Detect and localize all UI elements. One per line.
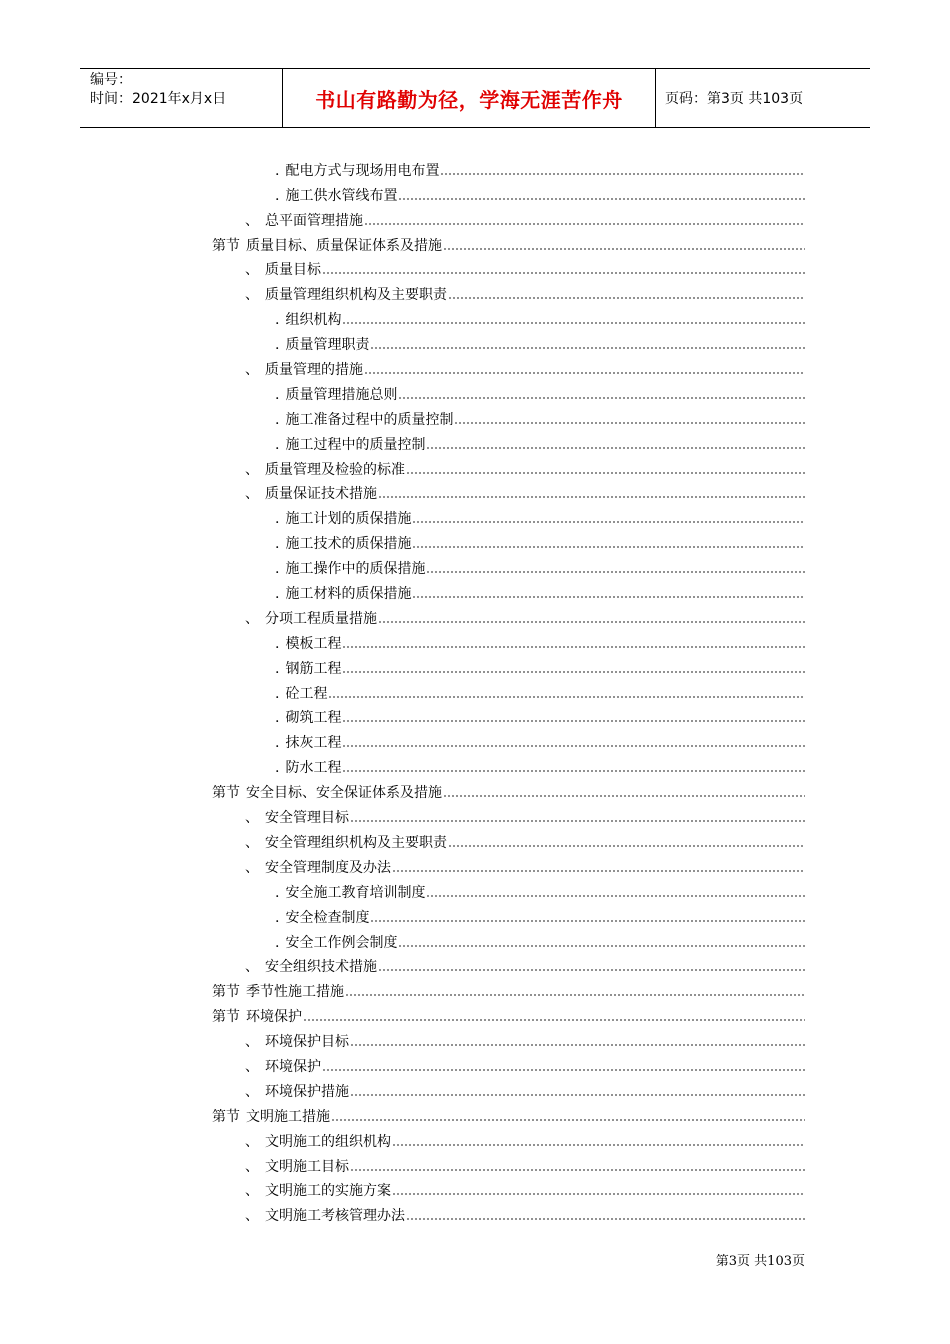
toc-entry-title [212,1108,330,1126]
toc-entry [0,379,950,404]
toc-entry-title [275,734,341,752]
table-of-contents [0,155,950,1225]
toc-dot-leader [398,197,805,201]
toc-entry-text: 施工材料的质保措施 [285,586,412,603]
toc-entry-text: 环境保护措施 [265,1083,349,1100]
toc-entry-prefix: 第节 [212,1108,240,1125]
toc-entry-prefix: . [275,760,280,777]
toc-entry [0,703,950,728]
toc-entry [0,205,950,230]
toc-dot-leader [350,1168,805,1172]
toc-entry-text: 质量管理的措施 [265,362,363,379]
toc-entry-title [245,1158,349,1176]
toc-dot-leader [322,271,805,275]
toc-entry-prefix: . [275,511,280,528]
toc-entry-prefix: . [275,312,280,329]
toc-entry-text: 季节性施工措施 [246,984,344,1001]
toc-dot-leader [454,421,805,425]
toc-entry-prefix: . [275,660,280,677]
toc-entry [0,503,950,528]
toc-entry-prefix: . [275,187,280,204]
toc-entry-text: 安全组织技术措施 [265,959,377,976]
toc-entry-prefix: . [275,710,280,727]
toc-entry-text: 文明施工的组织机构 [265,1133,391,1150]
toc-entry-prefix: 、 [245,859,259,876]
toc-entry [0,1076,950,1101]
toc-entry [0,902,950,927]
toc-entry-prefix: . [275,635,280,652]
toc-dot-leader [448,844,805,848]
toc-entry-prefix: . [275,162,280,179]
toc-entry-title [275,709,341,727]
toc-dot-leader [303,1018,805,1022]
toc-entry-text: 安全管理目标 [265,810,349,827]
toc-entry-prefix: 、 [245,959,259,976]
toc-entry-text: 施工技术的质保措施 [285,536,412,553]
toc-dot-leader [342,719,805,723]
toc-entry-title [275,585,411,603]
toc-entry-prefix: 、 [245,610,259,627]
toc-dot-leader [370,346,805,350]
toc-entry-prefix: . [275,735,280,752]
toc-entry-prefix: 、 [245,1208,259,1225]
toc-dot-leader [412,545,805,549]
toc-entry-text: 质量管理组织机构及主要职责 [265,287,447,304]
header-page-number: 页码：第3页 共103页 [665,91,804,107]
toc-entry [0,1176,950,1201]
toc-entry-title [212,237,442,255]
toc-entry [0,976,950,1001]
toc-entry [0,1101,950,1126]
toc-entry-prefix: . [275,536,280,553]
toc-dot-leader [440,172,805,176]
toc-entry-title [275,510,411,528]
toc-entry-text: 文明施工目标 [265,1158,349,1175]
toc-dot-leader [342,321,805,325]
toc-entry-title [275,660,341,678]
toc-entry-text: 环境保护 [265,1058,321,1075]
toc-dot-leader [342,645,805,649]
toc-entry-text: 砌筑工程 [285,710,342,727]
toc-entry-prefix: 、 [245,461,259,478]
toc-entry-title [245,809,349,827]
toc-dot-leader [406,471,805,475]
toc-entry [0,578,950,603]
toc-dot-leader [350,1043,805,1047]
toc-entry-prefix: 、 [245,1158,259,1175]
toc-dot-leader [392,1143,805,1147]
toc-dot-leader [412,595,805,599]
toc-entry [0,304,950,329]
toc-dot-leader [364,371,805,375]
toc-entry-title [275,934,397,952]
toc-entry [0,802,950,827]
toc-entry-prefix: 、 [245,486,259,503]
toc-entry-text: 安全目标、安全保证体系及措施 [246,785,442,802]
toc-entry [0,553,950,578]
toc-entry-title [275,909,369,927]
toc-entry-text: 质量目标、质量保证体系及措施 [246,237,442,254]
toc-entry-text: 质量目标 [265,262,321,279]
toc-entry-title [275,336,369,354]
toc-dot-leader [331,1118,805,1122]
toc-entry-title [212,983,344,1001]
toc-entry [0,678,950,703]
toc-dot-leader [378,495,805,499]
toc-entry-prefix: 、 [245,262,259,279]
toc-entry [0,180,950,205]
toc-entry-title [245,834,447,852]
toc-entry-text: 文明施工考核管理办法 [265,1208,405,1225]
toc-entry [0,952,950,977]
document-number-label: 编号： [90,72,132,88]
toc-entry-text: 质量管理职责 [285,337,370,354]
toc-entry-title [245,286,447,304]
toc-entry-title [212,1008,302,1026]
toc-entry-text: 安全工作例会制度 [285,934,398,951]
toc-entry-prefix: 、 [245,362,259,379]
toc-entry [0,1126,950,1151]
toc-entry-prefix: . [275,436,280,453]
toc-entry-prefix: . [275,411,280,428]
toc-dot-leader [443,794,805,798]
toc-dot-leader [392,869,805,873]
toc-entry [0,329,950,354]
toc-entry-title [245,485,377,503]
toc-dot-leader [426,570,805,574]
toc-entry [0,354,950,379]
toc-entry-title [245,1058,321,1076]
toc-dot-leader [370,919,805,923]
toc-entry-prefix: . [275,561,280,578]
toc-dot-leader [345,993,805,997]
toc-entry-title [275,759,341,777]
toc-dot-leader [378,620,805,624]
toc-entry [0,653,950,678]
toc-entry-text: 钢筋工程 [285,660,342,677]
toc-entry-title [275,535,411,553]
toc-entry-prefix: 、 [245,1034,259,1051]
toc-entry-title [275,311,341,329]
toc-entry-title [275,884,425,902]
header-motto: 书山有路勤为径，学海无涯苦作舟 [315,87,623,112]
toc-entry-title [275,411,453,429]
toc-entry-text: 安全管理组织机构及主要职责 [265,834,447,851]
toc-entry [0,1200,950,1225]
toc-entry-text: 组织机构 [285,312,342,329]
toc-entry-prefix: . [275,685,280,702]
toc-dot-leader [350,819,805,823]
toc-entry-text: 安全检查制度 [285,909,370,926]
toc-entry-prefix: . [275,337,280,354]
toc-entry-prefix: . [275,386,280,403]
toc-entry [0,1001,950,1026]
toc-entry-text: 施工准备过程中的质量控制 [285,411,454,428]
toc-entry-prefix: 第节 [212,984,240,1001]
toc-entry-text: 总平面管理措施 [265,212,363,229]
toc-entry [0,777,950,802]
toc-entry-prefix: 、 [245,810,259,827]
toc-dot-leader [443,247,805,251]
toc-entry-text: 质量管理及检验的标准 [265,461,405,478]
toc-entry-title [245,461,405,479]
toc-dot-leader [426,894,805,898]
toc-entry [0,230,950,255]
toc-entry-title [275,386,397,404]
toc-entry-text: 施工过程中的质量控制 [285,436,426,453]
footer-page-number: 第3页 共103页 [715,1254,805,1269]
toc-entry [0,454,950,479]
toc-entry-title [245,212,363,230]
toc-dot-leader [342,670,805,674]
toc-entry-text: 施工计划的质保措施 [285,511,412,528]
toc-entry-text: 环境保护目标 [265,1034,349,1051]
toc-entry [0,1151,950,1176]
toc-entry-text: 安全管理制度及办法 [265,859,391,876]
toc-entry-text: 施工操作中的质保措施 [285,561,426,578]
toc-dot-leader [398,396,805,400]
toc-entry-prefix: . [275,934,280,951]
toc-entry-title [275,162,439,180]
toc-dot-leader [392,1192,805,1196]
toc-dot-leader [342,744,805,748]
toc-entry-prefix: . [275,909,280,926]
toc-entry [0,727,950,752]
toc-entry-title [275,635,341,653]
toc-entry-text: 安全施工教育培训制度 [285,884,426,901]
header-info [90,71,226,109]
toc-entry-text: 防水工程 [285,760,342,777]
toc-dot-leader [378,968,805,972]
toc-entry-text: 质量保证技术措施 [265,486,377,503]
toc-entry [0,429,950,454]
toc-dot-leader [328,695,805,699]
toc-dot-leader [322,1068,805,1072]
toc-entry-text: 施工供水管线布置 [285,187,398,204]
toc-entry-prefix: 第节 [212,1009,240,1026]
toc-entry [0,279,950,304]
toc-entry-prefix: . [275,586,280,603]
toc-entry [0,404,950,429]
toc-entry-title [245,610,377,628]
toc-entry-text: 环境保护 [246,1009,302,1026]
toc-entry-title [245,958,377,976]
toc-entry-text: 分项工程质量措施 [265,610,377,627]
toc-entry-title [245,1182,391,1200]
toc-entry-prefix: 、 [245,212,259,229]
page-header [80,68,870,128]
toc-entry-text: 模板工程 [285,635,342,652]
toc-entry-prefix: 、 [245,1133,259,1150]
toc-entry-text: 砼工程 [285,685,328,702]
toc-entry-text: 质量管理措施总则 [285,386,398,403]
toc-entry-title [245,1083,349,1101]
toc-entry-title [212,784,442,802]
toc-entry-text: 文明施工措施 [246,1108,330,1125]
toc-entry-prefix: 第节 [212,237,240,254]
toc-dot-leader [364,222,805,226]
toc-entry-title [245,261,321,279]
toc-entry [0,827,950,852]
toc-entry-title [245,859,391,877]
toc-entry-title [275,187,397,205]
toc-entry [0,479,950,504]
toc-entry-prefix: 、 [245,1058,259,1075]
header-divider-right [655,69,656,127]
toc-entry [0,1026,950,1051]
toc-entry [0,852,950,877]
toc-entry-title [245,1133,391,1151]
toc-entry-title [275,436,425,454]
toc-entry [0,155,950,180]
toc-entry-title [245,1033,349,1051]
toc-entry [0,752,950,777]
toc-entry-text: 文明施工的实施方案 [265,1183,391,1200]
toc-entry-prefix: 第节 [212,785,240,802]
toc-dot-leader [406,1217,805,1221]
toc-dot-leader [426,446,805,450]
toc-dot-leader [350,1093,805,1097]
toc-entry-prefix: . [275,884,280,901]
toc-entry-prefix: 、 [245,834,259,851]
toc-entry-title [275,685,327,703]
toc-entry [0,927,950,952]
toc-entry [0,628,950,653]
toc-entry [0,528,950,553]
toc-entry-prefix: 、 [245,287,259,304]
toc-entry [0,877,950,902]
toc-entry-text: 抹灰工程 [285,735,342,752]
toc-entry-text: 配电方式与现场用电布置 [285,162,440,179]
toc-dot-leader [412,520,805,524]
toc-entry-title [245,361,363,379]
toc-entry [0,255,950,280]
toc-dot-leader [398,944,805,948]
toc-dot-leader [342,769,805,773]
toc-entry-title [245,1207,405,1225]
document-time-label: 时间：2021年x月x日 [90,91,227,107]
toc-entry-prefix: 、 [245,1083,259,1100]
toc-dot-leader [448,296,805,300]
toc-entry [0,1051,950,1076]
toc-entry [0,603,950,628]
toc-entry-prefix: 、 [245,1183,259,1200]
toc-entry-title [275,560,425,578]
